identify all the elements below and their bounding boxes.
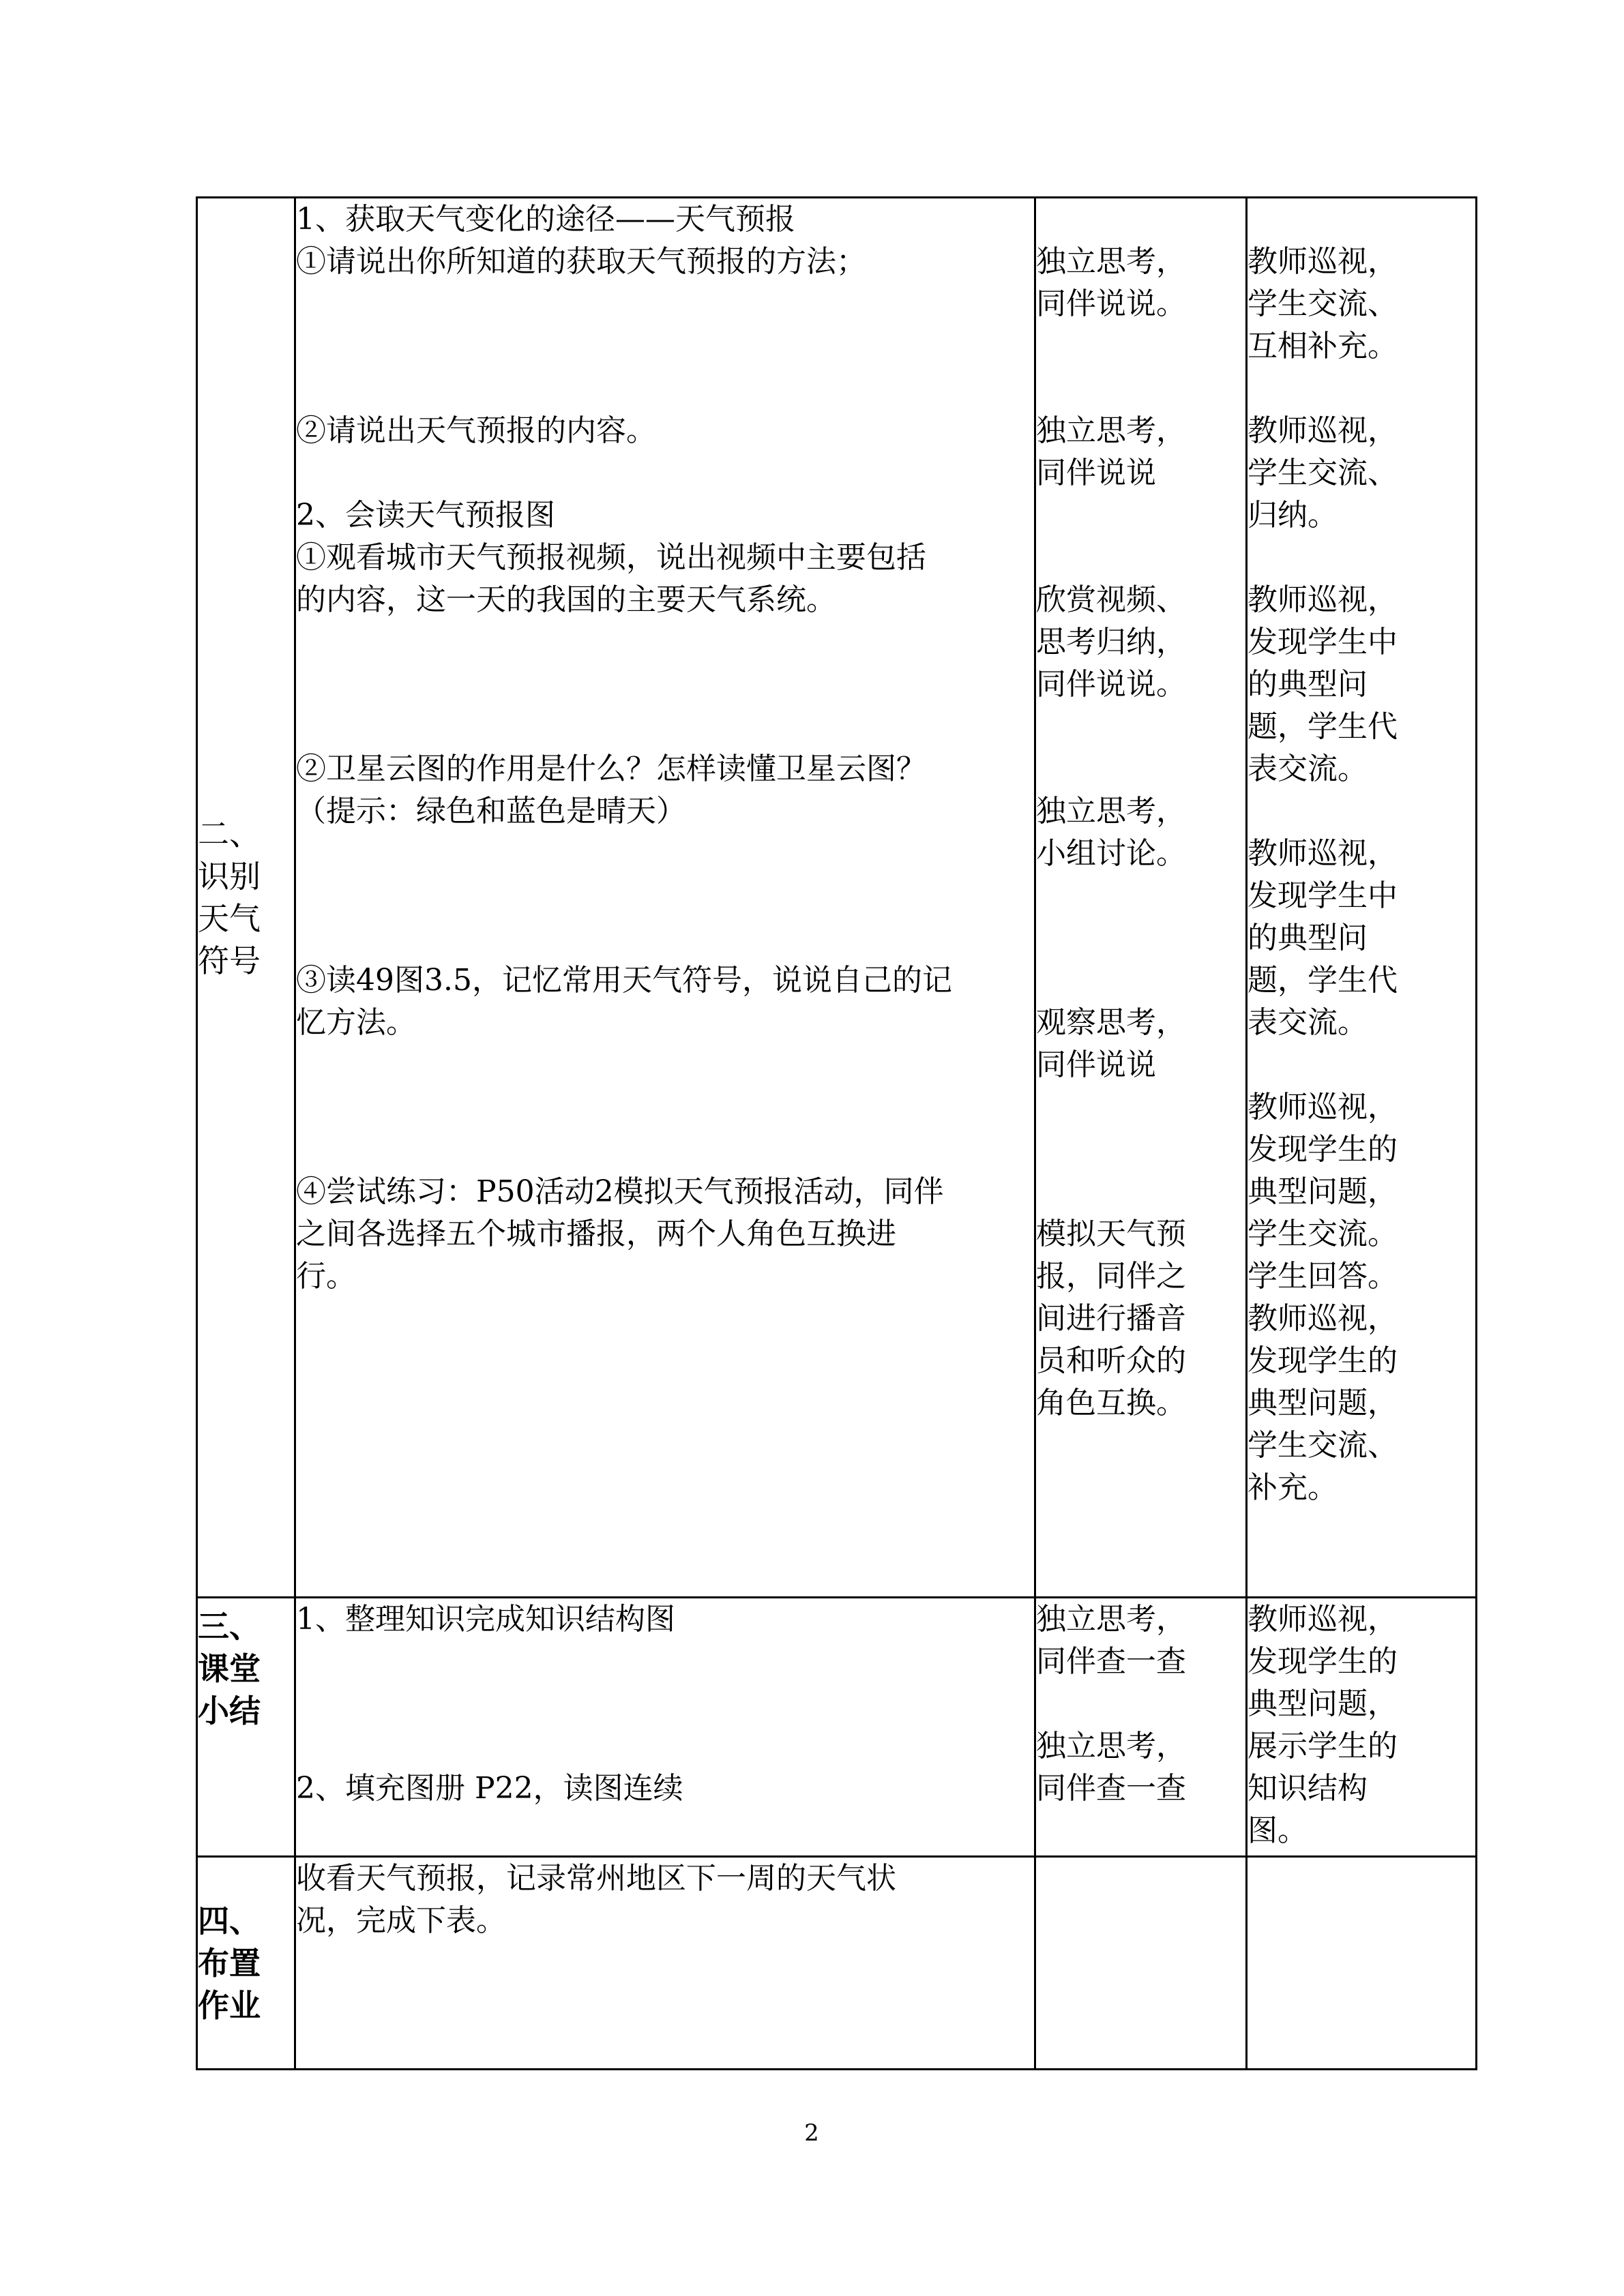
- activity-line: 图。: [1247, 1813, 1308, 1848]
- stage-line: 三、: [198, 1608, 261, 1645]
- stage-line: 作业: [198, 1986, 261, 2024]
- section-heading: 2、会读天气预报图: [296, 498, 555, 533]
- stage-line: 天气: [198, 900, 261, 937]
- task-text: ①请说出你所知道的获取天气预报的方法；: [296, 244, 866, 279]
- task-text: ①观看城市天气预报视频，说出视频中主要包括: [296, 540, 926, 575]
- stage-line: 布置: [198, 1944, 261, 1982]
- activity-line: 独立思考，: [1036, 1729, 1186, 1763]
- student-activity-cell: [1035, 198, 1247, 1598]
- task-text: 忆方法。: [296, 1005, 416, 1040]
- stage-line: 小结: [198, 1693, 261, 1729]
- activity-line: 欣赏视频、: [1036, 582, 1186, 617]
- student-activity: [1036, 579, 1245, 706]
- activity-line: 报，同伴之: [1036, 1259, 1186, 1294]
- table-row: [197, 198, 1477, 1598]
- activity-line: 教师巡视，: [1247, 413, 1398, 448]
- task-text: 况，完成下表。: [296, 1903, 506, 1938]
- teacher-activity: [1247, 410, 1475, 537]
- student-activity: [1036, 1725, 1245, 1810]
- activity-line: 教师巡视，: [1247, 244, 1398, 279]
- section-heading: 1、获取天气变化的途径——天气预报: [296, 202, 795, 237]
- activity-line: 独立思考，: [1036, 1602, 1186, 1637]
- lesson-plan-table: [196, 196, 1477, 2070]
- activity-line: 学生交流。: [1247, 1217, 1398, 1251]
- activity-line: 互相补充。: [1247, 329, 1398, 363]
- activity-line: 归纳。: [1247, 498, 1338, 533]
- activity-line: 题，学生代: [1247, 963, 1398, 998]
- stage-line: 符号: [198, 942, 261, 979]
- task-text: ②请说出天气预报的内容。: [296, 413, 656, 448]
- activity-line: 学生回答。: [1247, 1259, 1398, 1294]
- student-activity: [1036, 241, 1245, 325]
- activity-line: 模拟天气预: [1036, 1217, 1186, 1251]
- teacher-activity-cell: [1247, 1598, 1477, 1857]
- activity-line: 同伴查一查: [1036, 1771, 1186, 1806]
- activity-line: 教师巡视，: [1247, 1602, 1398, 1637]
- activity-line: 的典型问: [1247, 921, 1368, 955]
- activity-line: 学生交流、: [1247, 1428, 1398, 1463]
- activity-line: 同伴说说。: [1036, 667, 1186, 702]
- task-text: ④尝试练习：P50活动2模拟天气预报活动，同伴: [296, 1174, 944, 1209]
- content-cell: [295, 198, 1035, 1598]
- activity-line: 发现学生中: [1247, 878, 1398, 913]
- stage-cell: [197, 198, 295, 1598]
- activity-line: 发现学生中: [1247, 625, 1398, 659]
- activity-line: 典型问题，: [1247, 1686, 1398, 1721]
- activity-line: 教师巡视，: [1247, 1090, 1398, 1124]
- activity-line: 独立思考，: [1036, 413, 1186, 448]
- activity-line: 同伴说说: [1036, 1047, 1156, 1082]
- teacher-activity-cell: [1247, 1857, 1477, 2070]
- stage-title: [198, 813, 294, 982]
- task-text: （提示：绿色和蓝色是晴天）: [296, 794, 686, 829]
- table-row: [197, 1857, 1477, 2070]
- task-text: ②卫星云图的作用是什么？怎样读懂卫星云图？: [296, 751, 926, 786]
- activity-line: 角色互换。: [1036, 1386, 1186, 1420]
- task-text: 行。: [296, 1259, 356, 1294]
- activity-line: 小组讨论。: [1036, 836, 1186, 871]
- table-row: [197, 1598, 1477, 1857]
- activity-line: 教师巡视，: [1247, 582, 1398, 617]
- student-activity-cell: [1035, 1598, 1247, 1857]
- task-text: 2、填充图册 P22，读图连续: [296, 1771, 683, 1806]
- activity-line: 同伴查一查: [1036, 1644, 1186, 1679]
- student-activity: [1036, 1002, 1245, 1086]
- task-text: ③读49图3.5，记忆常用天气符号，说说自己的记: [296, 963, 952, 998]
- student-activity: [1036, 1598, 1245, 1683]
- activity-line: 发现学生的: [1247, 1343, 1398, 1378]
- activity-line: 教师巡视，: [1247, 836, 1398, 871]
- activity-line: 观察思考，: [1036, 1005, 1186, 1040]
- activity-line: 学生交流、: [1247, 286, 1398, 321]
- teacher-activity: [1247, 833, 1475, 1044]
- stage-cell: [197, 1857, 295, 2070]
- stage-cell: [197, 1598, 295, 1857]
- stage-line: 四、: [198, 1902, 261, 1939]
- activity-line: 展示学生的: [1247, 1729, 1398, 1763]
- activity-line: 独立思考，: [1036, 244, 1186, 279]
- activity-line: 员和听众的: [1036, 1343, 1186, 1378]
- task-text: 之间各选择五个城市播报，两个人角色互换进: [296, 1217, 896, 1251]
- content-cell: [295, 1857, 1035, 2070]
- stage-line: 识别: [198, 858, 261, 895]
- task-text: 收看天气预报，记录常州地区下一周的天气状: [296, 1861, 896, 1896]
- activity-line: 典型问题，: [1247, 1174, 1398, 1209]
- activity-line: 的典型问: [1247, 667, 1368, 702]
- teacher-activity: [1247, 241, 1475, 368]
- teacher-activity-cell: [1247, 198, 1477, 1598]
- teacher-activity: [1247, 579, 1475, 790]
- student-activity-cell: [1035, 1857, 1247, 2070]
- teacher-activity: [1247, 1598, 1475, 1852]
- stage-title: [198, 1605, 294, 1732]
- page-number: 2: [804, 2119, 819, 2147]
- activity-line: 发现学生的: [1247, 1644, 1398, 1679]
- activity-line: 独立思考，: [1036, 794, 1186, 829]
- stage-line: 二、: [198, 816, 261, 852]
- activity-line: 表交流。: [1247, 751, 1368, 786]
- activity-line: 同伴说说。: [1036, 286, 1186, 321]
- activity-line: 补充。: [1247, 1470, 1338, 1505]
- student-activity: [1036, 1213, 1245, 1425]
- student-activity: [1036, 410, 1245, 494]
- student-activity: [1036, 790, 1245, 875]
- stage-line: 课堂: [198, 1650, 261, 1687]
- activity-line: 间进行播音: [1036, 1301, 1186, 1336]
- activity-line: 发现学生的: [1247, 1132, 1398, 1167]
- activity-line: 典型问题，: [1247, 1386, 1398, 1420]
- activity-line: 题，学生代: [1247, 709, 1398, 744]
- activity-line: 同伴说说: [1036, 456, 1156, 490]
- activity-line: 学生交流、: [1247, 456, 1398, 490]
- task-text: 1、整理知识完成知识结构图: [296, 1602, 675, 1637]
- activity-line: 思考归纳，: [1036, 625, 1186, 659]
- teacher-activity: [1247, 1086, 1475, 1509]
- activity-line: 教师巡视，: [1247, 1301, 1398, 1336]
- activity-line: 表交流。: [1247, 1005, 1368, 1040]
- activity-line: 知识结构: [1247, 1771, 1368, 1806]
- stage-title: [198, 1900, 294, 2027]
- task-text: 的内容，这一天的我国的主要天气系统。: [296, 582, 836, 617]
- content-cell: [295, 1598, 1035, 1857]
